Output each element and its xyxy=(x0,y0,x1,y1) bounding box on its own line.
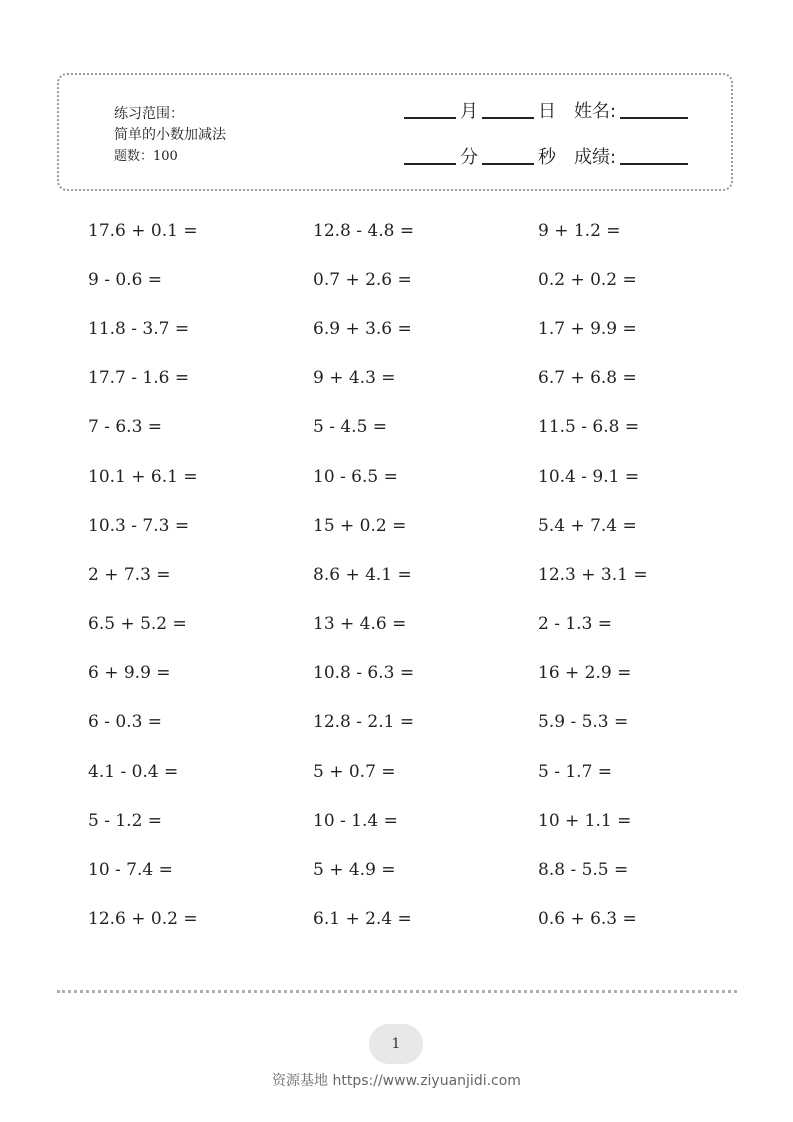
problem-item: 1.7 + 9.9 = xyxy=(538,318,637,339)
second-blank[interactable] xyxy=(482,162,534,165)
problem-row xyxy=(88,649,768,698)
problem-item: 5.4 + 7.4 = xyxy=(538,515,637,536)
problem-row xyxy=(88,354,768,403)
problem-item: 0.2 + 0.2 = xyxy=(538,269,637,290)
problem-item: 5 - 4.5 = xyxy=(313,417,388,438)
date-name-row xyxy=(404,97,688,123)
month-blank[interactable] xyxy=(404,116,456,119)
problem-item: 5.9 - 5.3 = xyxy=(538,712,629,733)
problem-item: 10 + 1.1 = xyxy=(538,810,632,831)
problem-row xyxy=(88,796,768,845)
name-label: 姓名: xyxy=(574,101,617,122)
count-label: 题数： xyxy=(114,149,154,164)
second-label: 秒 xyxy=(538,147,556,168)
problem-item: 8.8 - 5.5 = xyxy=(538,860,629,881)
problem-item: 5 - 1.2 = xyxy=(88,810,163,831)
problem-grid xyxy=(88,206,768,944)
topic-label: 简单的小数加减法 xyxy=(114,127,226,143)
problem-item: 13 + 4.6 = xyxy=(313,614,407,635)
problem-item: 8.6 + 4.1 = xyxy=(313,564,412,585)
problem-item: 10.1 + 6.1 = xyxy=(88,466,198,487)
worksheet-header xyxy=(57,73,733,191)
problem-item: 5 + 0.7 = xyxy=(313,761,396,782)
range-label: 练习范围： xyxy=(114,106,184,122)
minute-label: 分 xyxy=(460,147,478,168)
problem-item: 6.1 + 2.4 = xyxy=(313,909,412,930)
time-score-row xyxy=(404,143,688,169)
page-number: 1 xyxy=(369,1024,423,1064)
problem-item: 10 - 1.4 = xyxy=(313,810,398,831)
problem-item: 6.9 + 3.6 = xyxy=(313,318,412,339)
problem-item: 11.5 - 6.8 = xyxy=(538,417,640,438)
problem-item: 12.6 + 0.2 = xyxy=(88,909,198,930)
problem-row xyxy=(88,845,768,894)
minute-blank[interactable] xyxy=(404,162,456,165)
footer-source: 资源基地 https://www.ziyuanjidi.com xyxy=(272,1073,521,1089)
problem-item: 6 + 9.9 = xyxy=(88,663,171,684)
score-blank[interactable] xyxy=(620,162,688,165)
problem-item: 2 - 1.3 = xyxy=(538,614,613,635)
footer-divider xyxy=(57,990,737,993)
problem-item: 17.6 + 0.1 = xyxy=(88,220,198,241)
problem-item: 10.8 - 6.3 = xyxy=(313,663,415,684)
problem-item: 5 - 1.7 = xyxy=(538,761,613,782)
problem-row xyxy=(88,452,768,501)
problem-item: 10 - 7.4 = xyxy=(88,860,173,881)
problem-row xyxy=(88,304,768,353)
day-label: 日 xyxy=(538,101,556,122)
problem-item: 0.7 + 2.6 = xyxy=(313,269,412,290)
problem-row xyxy=(88,206,768,255)
problem-item: 6.5 + 5.2 = xyxy=(88,614,187,635)
question-count xyxy=(114,146,226,167)
problem-item: 12.8 - 2.1 = xyxy=(313,712,415,733)
problem-item: 9 - 0.6 = xyxy=(88,269,163,290)
problem-item: 5 + 4.9 = xyxy=(313,860,396,881)
problem-item: 6 - 0.3 = xyxy=(88,712,163,733)
problem-item: 0.6 + 6.3 = xyxy=(538,909,637,930)
problem-item: 10 - 6.5 = xyxy=(313,466,398,487)
problem-item: 16 + 2.9 = xyxy=(538,663,632,684)
problem-item: 10.4 - 9.1 = xyxy=(538,466,640,487)
problem-row xyxy=(88,747,768,796)
problem-row xyxy=(88,403,768,452)
problem-row xyxy=(88,600,768,649)
problem-item: 9 + 4.3 = xyxy=(313,368,396,389)
problem-item: 15 + 0.2 = xyxy=(313,515,407,536)
problem-item: 6.7 + 6.8 = xyxy=(538,368,637,389)
problem-item: 2 + 7.3 = xyxy=(88,564,171,585)
problem-item: 4.1 - 0.4 = xyxy=(88,761,179,782)
count-value: 100 xyxy=(153,149,178,164)
problem-row xyxy=(88,895,768,944)
problem-item: 10.3 - 7.3 = xyxy=(88,515,190,536)
name-blank[interactable] xyxy=(620,116,688,119)
problem-row xyxy=(88,550,768,599)
month-label: 月 xyxy=(460,101,478,122)
exercise-info xyxy=(114,104,226,167)
day-blank[interactable] xyxy=(482,116,534,119)
score-label: 成绩: xyxy=(574,147,617,168)
problem-item: 12.8 - 4.8 = xyxy=(313,220,415,241)
problem-item: 9 + 1.2 = xyxy=(538,220,621,241)
problem-item: 11.8 - 3.7 = xyxy=(88,318,190,339)
problem-row xyxy=(88,501,768,550)
problem-row xyxy=(88,255,768,304)
problem-item: 12.3 + 3.1 = xyxy=(538,564,648,585)
problem-item: 17.7 - 1.6 = xyxy=(88,368,190,389)
problem-item: 7 - 6.3 = xyxy=(88,417,163,438)
problem-row xyxy=(88,698,768,747)
